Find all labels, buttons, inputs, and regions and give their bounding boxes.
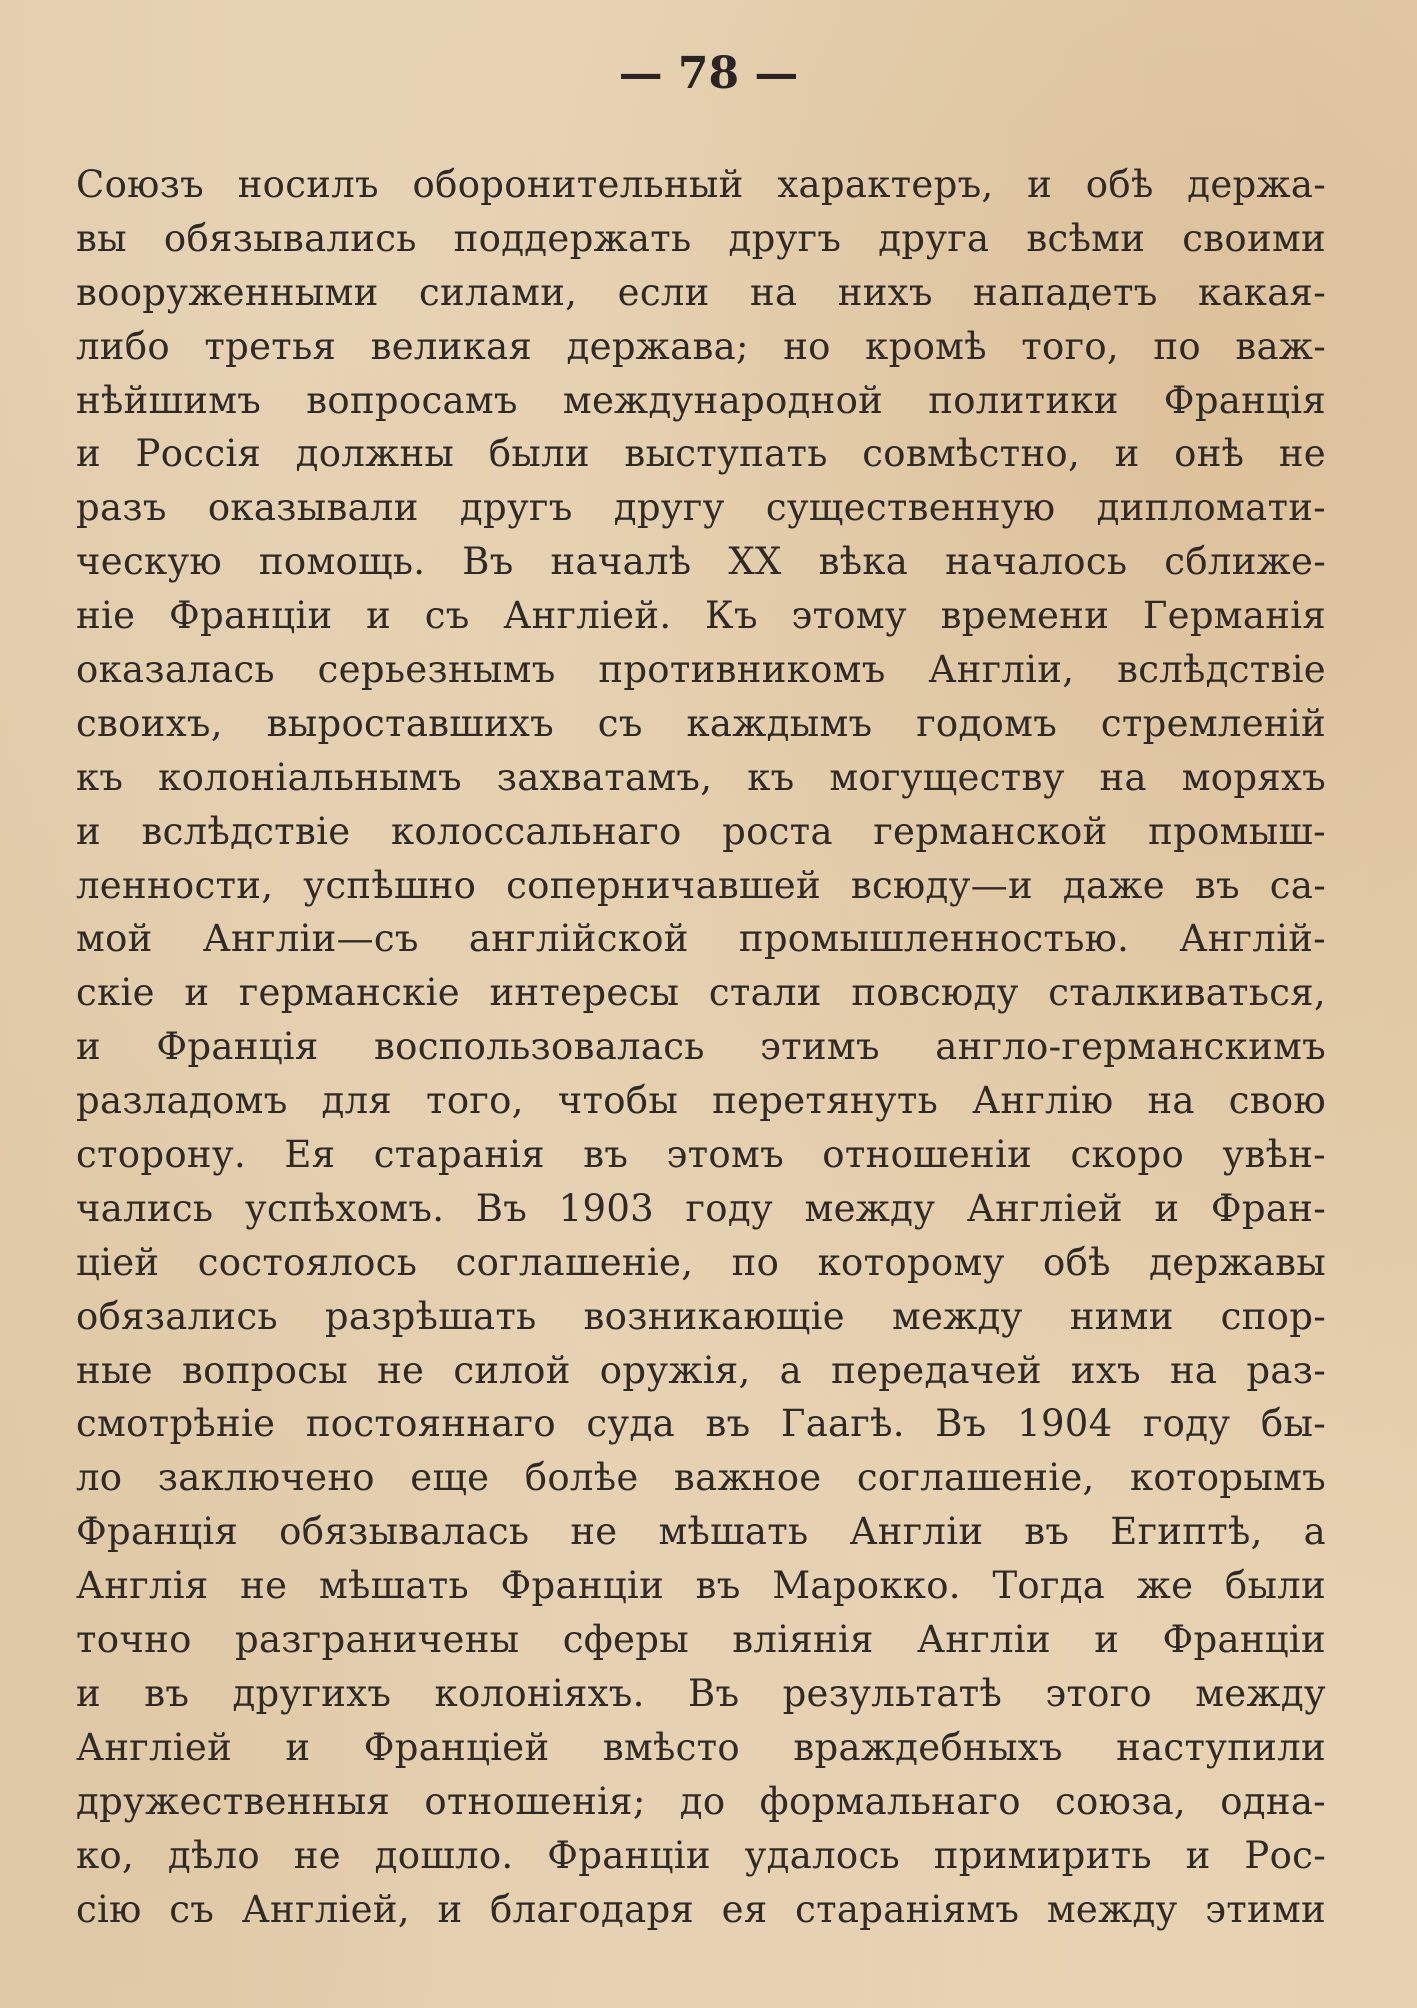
text-line: ческую помощь. Въ началѣ XX вѣка началось сближе- [76, 540, 1326, 584]
text-line: и Россія должны были выступать совмѣстно, и онѣ не [76, 432, 1326, 476]
text-line: ленности, успѣшно соперничавшей всюду—и даже въ са- [76, 863, 1326, 907]
text-line: ціей состоялось соглашеніе, по которому обѣ державы [76, 1240, 1326, 1284]
text-line: ко, дѣло не дошло. Франціи удалось примирить и Рос- [76, 1833, 1326, 1877]
page-number: — 78 — [618, 48, 799, 99]
text-line: своихъ, выроставшихъ съ каждымъ годомъ стремленій [76, 701, 1326, 745]
text-line: ло заключено еще болѣе важное соглашеніе, которымъ [76, 1456, 1326, 1500]
text-line: ніе Франціи и съ Англіей. Къ этому времени Германія [76, 594, 1326, 638]
text-line: нѣйшимъ вопросамъ международной политики Франція [76, 378, 1326, 422]
text-line: вы обязывались поддержать другъ друга всѣми своими [76, 216, 1326, 260]
text-line: Англіей и Франціей вмѣсто враждебныхъ наступили [76, 1725, 1326, 1769]
text-line: Англія не мѣшать Франціи въ Марокко. Тогда же были [76, 1564, 1326, 1608]
text-line: дружественныя отношенія; до формальнаго союза, одна- [76, 1779, 1326, 1823]
text-line: скіе и германскіе интересы стали повсюду сталкиваться, [76, 971, 1326, 1015]
text-line: сторону. Ея старанія въ этомъ отношеніи скоро увѣн- [76, 1133, 1326, 1177]
text-line: вооруженными силами, если на нихъ нападетъ какая- [76, 270, 1326, 314]
text-line: и Франція воспользовалась этимъ англо-германскимъ [76, 1025, 1326, 1069]
text-line: мой Англіи—съ англійской промышленностью. Англій- [76, 917, 1326, 961]
text-line: разладомъ для того, чтобы перетянуть Англію на свою [76, 1079, 1326, 1123]
text-line: ные вопросы не силой оружія, а передачей ихъ на раз- [76, 1348, 1326, 1392]
text-line: къ колоніальнымъ захватамъ, къ могуществу на моряхъ [76, 755, 1326, 799]
text-line: оказалась серьезнымъ противникомъ Англіи, вслѣдствіе [76, 648, 1326, 692]
text-line: смотрѣніе постояннаго суда въ Гаагѣ. Въ 1904 году бы- [76, 1402, 1326, 1446]
text-line: либо третья великая держава; но кромѣ того, по важ- [76, 324, 1326, 368]
text-line: и въ другихъ колоніяхъ. Въ результатѣ этого между [76, 1671, 1326, 1715]
text-line: точно разграничены сферы вліянія Англіи и Франціи [76, 1618, 1326, 1662]
text-line: Франція обязывалась не мѣшать Англіи въ Египтѣ, а [76, 1510, 1326, 1554]
text-line: Союзъ носилъ оборонительный характеръ, и обѣ держа- [76, 163, 1326, 206]
text-line: обязались разрѣшать возникающіе между ними спор- [76, 1294, 1326, 1338]
text-line: разъ оказывали другъ другу существенную дипломати- [76, 486, 1326, 530]
text-line: сію съ Англіей, и благодаря ея стараніямъ между этими [76, 1887, 1326, 1931]
text-line: чались успѣхомъ. Въ 1903 году между Англіей и Фран- [76, 1186, 1326, 1230]
text-line: и вслѣдствіе колоссальнаго роста германской промыш- [76, 809, 1326, 853]
body-text [76, 158, 1326, 1936]
